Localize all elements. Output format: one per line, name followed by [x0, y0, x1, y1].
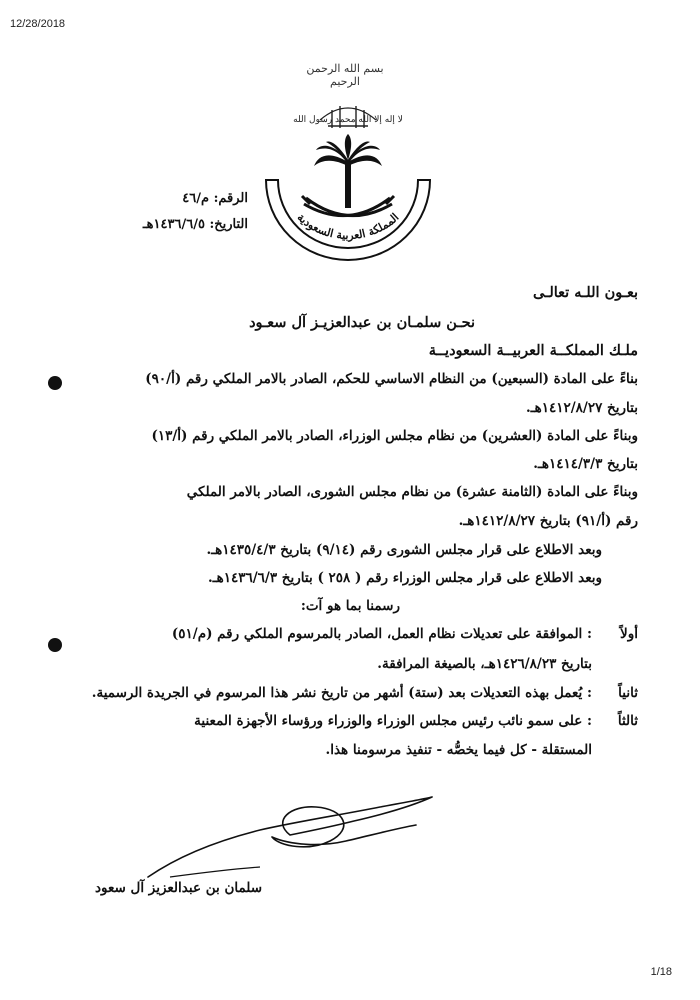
- basmala: بسم الله الرحمن الرحيم: [306, 62, 384, 88]
- opening-phrase: بعـون اللـه تعالـى: [533, 284, 638, 301]
- article-text: : يُعمل بهذه التعديلات بعد (ستة) أشهر من تاريخ نشر هذا المرسوم في الجريدة الرسمية.: [91, 685, 592, 701]
- page-number: 1/18: [650, 966, 672, 978]
- handwritten-signature-icon: [140, 785, 440, 885]
- article-text: المستقلة - كل فيما يخصُّه - تنفيذ مرسومنا هذا.: [325, 742, 592, 758]
- kingdom-emblem: [258, 80, 438, 270]
- reference-block: [118, 186, 248, 238]
- article-label: ثالثاً: [617, 713, 638, 729]
- preamble-line: رقم (أ/٩١) بتاريخ ١٤١٢/٨/٢٧هـ.: [458, 513, 638, 529]
- preamble-line: وبناءً على المادة (الثامنة عشرة) من نظام مجلس الشورى، الصادر بالامر الملكي: [186, 484, 638, 500]
- article-text: : على سمو نائب رئيس مجلس الوزراء والوزراء ورؤساء الأجهزة المعنية: [194, 713, 592, 729]
- preamble-line: وبعد الاطلاع على قرار مجلس الوزراء رقم ( ٢٥٨ ) بتاريخ ١٤٣٦/٦/٣هـ.: [207, 570, 602, 586]
- preamble-line: وبناءً على المادة (العشرين) من نظام مجلس الوزراء، الصادر بالامر الملكي رقم (أ/١٣): [151, 428, 638, 444]
- hole-punch-marker: [48, 638, 62, 652]
- shahada-calligraphy-icon: [293, 106, 403, 128]
- article-label: أولاً: [620, 626, 638, 642]
- preamble-line: بناءً على المادة (السبعين) من النظام الاساسي للحكم، الصادر بالامر الملكي رقم (أ/٩٠): [145, 371, 638, 387]
- preamble-line: رسمنا بما هو آت:: [300, 598, 400, 614]
- king-title: ملـك المملكــة العربيــة السعوديــة: [428, 342, 638, 359]
- preamble-line: بتاريخ ١٤١٢/٨/٢٧هـ.: [525, 400, 638, 416]
- article-text: بتاريخ ١٤٢٦/٨/٢٣هـ، بالصيغة المرافقة.: [377, 656, 592, 672]
- palm-tree-icon: [314, 134, 382, 208]
- article-text: : الموافقة على تعديلات نظام العمل، الصادر بالمرسوم الملكي رقم (م/٥١): [171, 626, 592, 642]
- reference-date: التاريخ: ١٤٣٦/٦/٥هـ: [142, 217, 248, 232]
- article-label: ثانياً: [618, 685, 638, 701]
- signatory-name: سلمان بن عبدالعزيز آل سعود: [95, 880, 263, 896]
- preamble-line: بتاريخ ١٤١٤/٣/٣هـ.: [533, 456, 638, 472]
- shahada-text: لا إله إلا الله محمد رسول الله: [293, 115, 403, 125]
- emblem-graphic: [258, 80, 438, 270]
- reference-number: الرقم: م/٤٦: [182, 191, 248, 206]
- print-date: 12/28/2018: [10, 18, 66, 30]
- preamble-line: وبعد الاطلاع على قرار مجلس الشورى رقم (٩/١٤) بتاريخ ١٤٣٥/٤/٣هـ.: [206, 542, 602, 558]
- emblem-band-text: المملكة العربية السعودية: [294, 210, 402, 243]
- hole-punch-marker: [48, 376, 62, 390]
- king-name: نحـن سلمـان بن عبدالعزيـز آل سعـود: [249, 314, 475, 331]
